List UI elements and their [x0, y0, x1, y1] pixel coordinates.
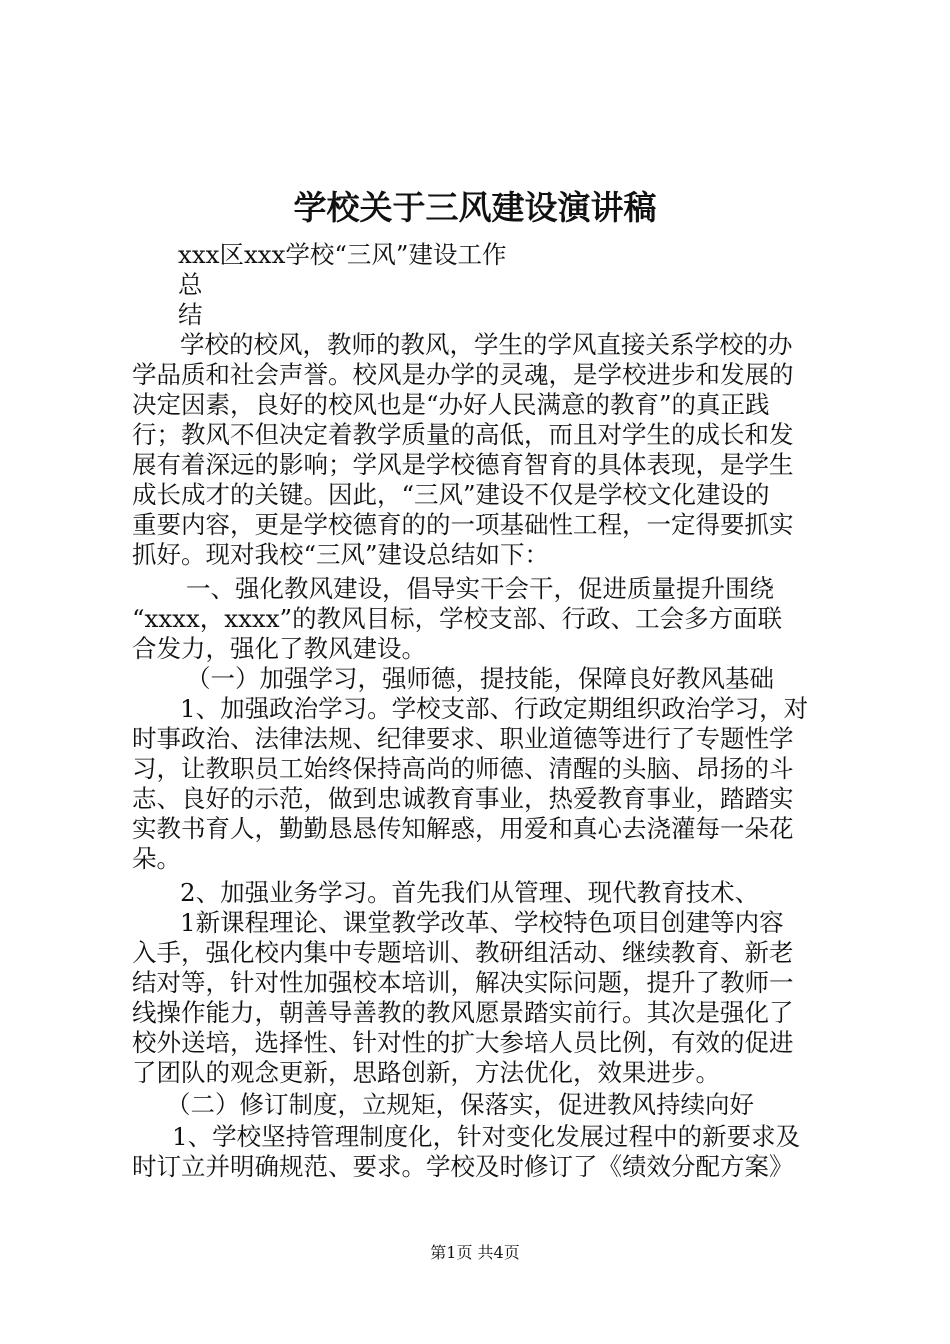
subtitle: xxx区xxx学校“三风”建设工作: [178, 240, 507, 269]
paragraph-line: 合发力，强化了教风建设。: [132, 634, 426, 663]
paragraph-line: 1、加强政治学习。学校支部、行政定期组织政治学习，对: [180, 694, 809, 723]
paragraph-line: 1、学校坚持管理制度化，针对变化发展过程中的新要求及: [172, 1122, 801, 1151]
paragraph-line: 展有着深远的影响；学风是学校德育智育的具体表现，是学生: [132, 450, 794, 479]
paragraph-line: 成长成才的关键。因此，“三风”建设不仅是学校文化建设的: [132, 480, 770, 509]
paragraph-line: 习，让教职员工始终保持高尚的师德、清醒的头脑、昂扬的斗: [132, 754, 794, 783]
paragraph-line: 学品质和社会声誉。校风是办学的灵魂，是学校进步和发展的: [132, 360, 794, 389]
page-number-footer: 第1页 共4页: [430, 1243, 520, 1262]
paragraph-line: “xxxx，xxxx”的教风目标，学校支部、行政、工会多方面联: [132, 604, 783, 633]
paragraph-line: 2、加强业务学习。首先我们从管理、现代教育技术、: [180, 878, 760, 907]
paragraph-line: 实教书育人，勤勤恳恳传知解惑，用爱和真心去浇灌每一朵花: [132, 814, 794, 843]
paragraph-line: 重要内容，更是学校德育的的一项基础性工程，一定得要抓实: [132, 510, 794, 539]
paragraph-line: 志、良好的示范，做到忠诚教育事业，热爱教育事业，踏踏实: [132, 784, 794, 813]
paragraph-line: 线操作能力，朝善导善教的教风愿景踏实前行。其次是强化了: [132, 998, 794, 1027]
subsection-heading: （二）修订制度，立规矩，保落实，促进教风持续向好: [166, 1090, 754, 1119]
paragraph-line: 入手，强化校内集中专题培训、教研组活动、继续教育、新老: [132, 938, 794, 967]
paragraph-line: 校外送培，选择性、针对性的扩大参培人员比例，有效的促进: [132, 1028, 794, 1057]
paragraph-line: 抓好。现对我校“三风”建设总结如下：: [132, 540, 550, 569]
paragraph-line: 1新课程理论、课堂教学改革、学校特色项目创建等内容: [180, 908, 784, 937]
paragraph-line: 决定因素，良好的校风也是“办好人民满意的教育”的真正践: [132, 390, 770, 419]
section-heading: 一、强化教风建设，倡导实干会干，促进质量提升围绕: [186, 574, 774, 603]
paragraph-line: 时订立并明确规范、要求。学校及时修订了《绩效分配方案》: [132, 1152, 794, 1181]
subsection-heading: （一）加强学习，强师德，提技能，保障良好教风基础: [186, 664, 774, 693]
paragraph-line: 结对等，针对性加强校本培训，解决实际问题，提升了教师一: [132, 968, 794, 997]
paragraph-line: 时事政治、法律法规、纪律要求、职业道德等进行了专题性学: [132, 724, 794, 753]
subtitle-wrap-line: 结: [178, 300, 203, 329]
page-title: 学校关于三风建设演讲稿: [293, 188, 657, 227]
subtitle-wrap-line: 总: [178, 270, 203, 299]
paragraph-line: 了团队的观念更新，思路创新，方法优化，效果进步。: [132, 1058, 720, 1087]
paragraph-line: 朵。: [132, 844, 181, 873]
paragraph-line: 学校的校风，教师的教风，学生的学风直接关系学校的办: [180, 330, 793, 359]
paragraph-line: 行；教风不但决定着教学质量的高低，而且对学生的成长和发: [132, 420, 794, 449]
